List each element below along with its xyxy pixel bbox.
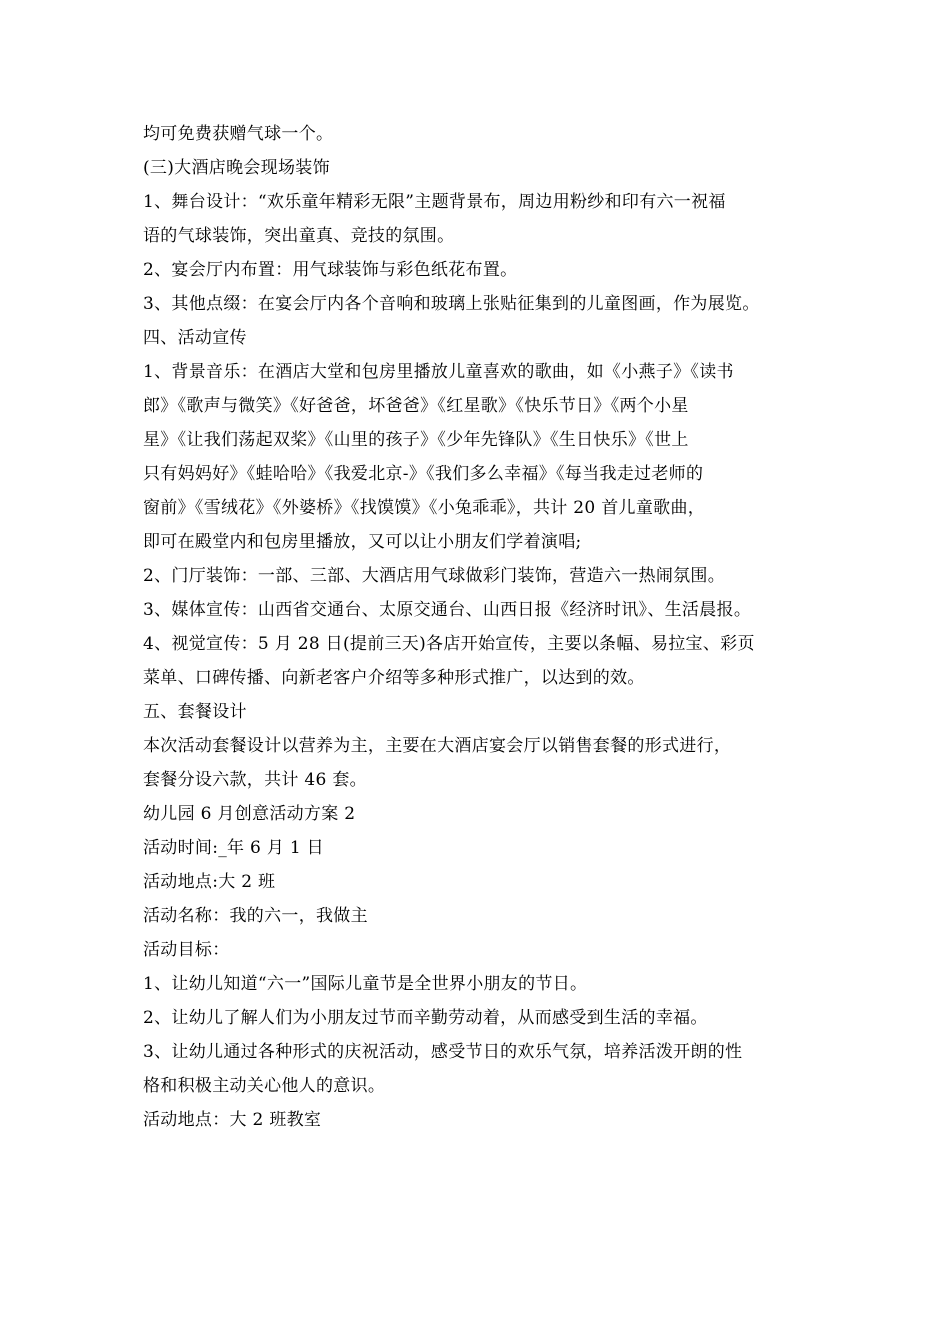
section-heading: 四、活动宣传 bbox=[143, 328, 247, 348]
document-subtitle: 幼儿园 6 月创意活动方案 2 bbox=[143, 804, 356, 824]
text-line: 星》《让我们荡起双桨》《山里的孩子》《少年先锋队》《生日快乐》《世上 bbox=[143, 430, 689, 450]
text-line: 活动地点:大 2 班 bbox=[143, 872, 276, 892]
text-line: 套餐分设六款，共计 46 套。 bbox=[143, 770, 367, 790]
text-line: 活动时间:_年 6 月 1 日 bbox=[143, 838, 324, 858]
text-line: 2、让幼儿了解人们为小朋友过节而辛勤劳动着，从而感受到生活的幸福。 bbox=[143, 1008, 708, 1028]
text-line: 2、宴会厅内布置：用气球装饰与彩色纸花布置。 bbox=[143, 260, 518, 280]
text-line: 本次活动套餐设计以营养为主，主要在大酒店宴会厅以销售套餐的形式进行， bbox=[143, 736, 732, 756]
text-line: 活动目标： bbox=[143, 940, 230, 960]
text-line: 菜单、口碑传播、向新老客户介绍等多种形式推广，以达到的效。 bbox=[143, 668, 645, 688]
text-line: 活动名称：我的六一，我做主 bbox=[143, 906, 368, 926]
text-line: 2、门厅装饰：一部、三部、大酒店用气球做彩门装饰，营造六一热闹氛围。 bbox=[143, 566, 726, 586]
text-line: 均可免费获赠气球一个。 bbox=[143, 124, 334, 144]
text-line: 语的气球装饰，突出童真、竞技的氛围。 bbox=[143, 226, 455, 246]
text-line: 格和积极主动关心他人的意识。 bbox=[143, 1076, 386, 1096]
text-line: 郎》《歌声与微笑》《好爸爸，坏爸爸》《红星歌》《快乐节日》《两个小星 bbox=[143, 396, 689, 416]
text-line: 1、舞台设计：“欢乐童年精彩无限”主题背景布，周边用粉纱和印有六一祝福 bbox=[143, 192, 726, 212]
text-line: 3、其他点缀：在宴会厅内各个音响和玻璃上张贴征集到的儿童图画，作为展览。 bbox=[143, 294, 760, 314]
text-line: 即可在殿堂内和包房里播放，又可以让小朋友们学着演唱; bbox=[143, 532, 582, 552]
section-heading: (三)大酒店晚会现场装饰 bbox=[143, 158, 330, 178]
text-line: 1、让幼儿知道“六一”国际儿童节是全世界小朋友的节日。 bbox=[143, 974, 588, 994]
document-body bbox=[143, 117, 833, 1137]
text-line: 只有妈妈好》《蛙哈哈》《我爱北京-》《我们多么幸福》《每当我走过老师的 bbox=[143, 464, 704, 484]
text-line: 3、让幼儿通过各种形式的庆祝活动，感受节日的欢乐气氛，培养活泼开朗的性 bbox=[143, 1042, 743, 1062]
text-line: 4、视觉宣传：5 月 28 日(提前三天)各店开始宣传，主要以条幅、易拉宝、彩页 bbox=[143, 634, 755, 654]
text-line: 活动地点：大 2 班教室 bbox=[143, 1110, 322, 1130]
text-line: 窗前》《雪绒花》《外婆桥》《找馍馍》《小兔乖乖》，共计 20 首儿童歌曲， bbox=[143, 498, 706, 518]
section-heading: 五、套餐设计 bbox=[143, 702, 247, 722]
text-line: 1、背景音乐：在酒店大堂和包房里播放儿童喜欢的歌曲，如《小燕子》《读书 bbox=[143, 362, 734, 382]
text-line: 3、媒体宣传：山西省交通台、太原交通台、山西日报《经济时讯》、生活晨报。 bbox=[143, 600, 752, 620]
